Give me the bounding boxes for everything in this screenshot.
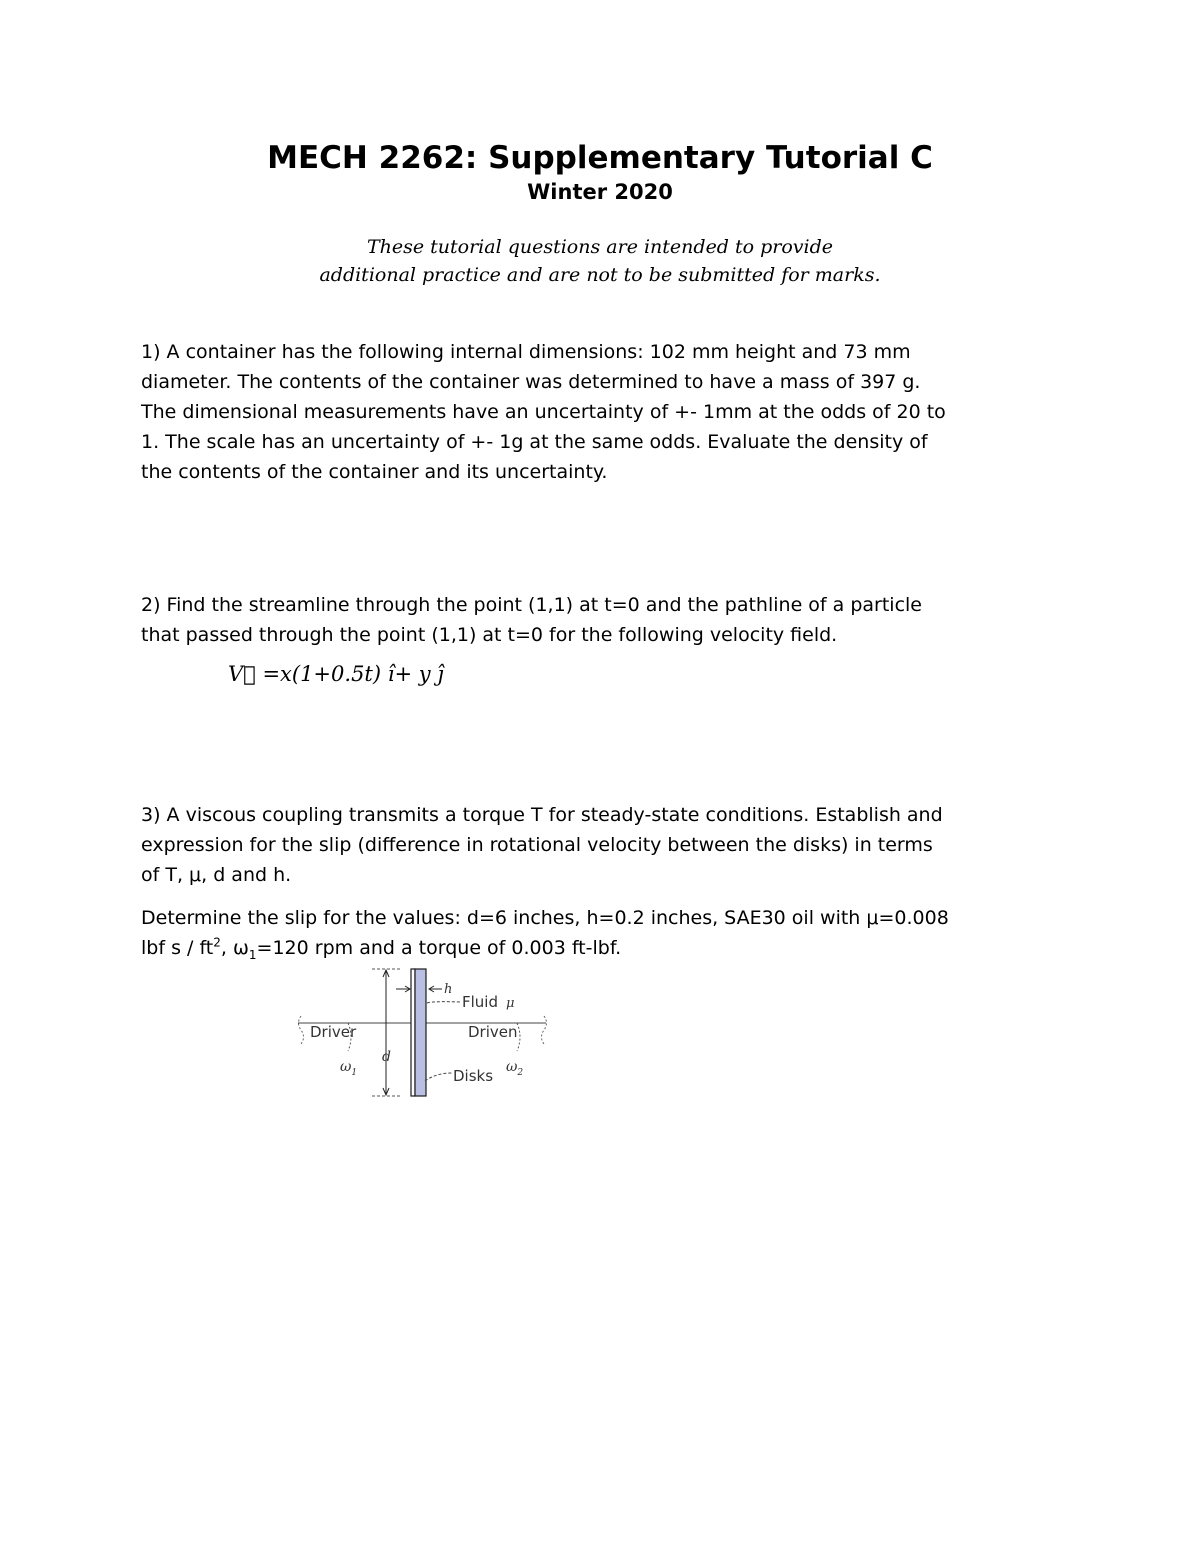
units-text: lbf s / ft: [141, 937, 214, 959]
omega2-subscript: 2: [517, 1068, 524, 1078]
question-3: [141, 800, 1071, 890]
driven-label: Driven: [468, 1023, 518, 1041]
driver-shaft-break: [299, 1016, 304, 1044]
question-1-line: 1. The scale has an uncertainty of +- 1g at the same odds. Evaluate the density of: [141, 431, 928, 453]
document-term: Winter 2020: [527, 180, 673, 204]
omega-subscript: 1: [248, 947, 257, 962]
tutorial-note: [0, 233, 1200, 289]
fluid-label: Fluid: [462, 993, 498, 1011]
omega1-subscript: 1: [351, 1068, 358, 1078]
omega2-label: [506, 1059, 523, 1078]
velocity-field-equation: V⃗ =x(1+0.5t) î+ y ĵ: [228, 662, 444, 686]
question-1-line: The dimensional measurements have an uncertainty of +- 1mm at the odds of 20 to: [141, 401, 946, 423]
question-1-line: 1) A container has the following internal dimensions: 102 mm height and 73 mm: [141, 341, 911, 363]
viscous-coupling-diagram: [284, 965, 554, 1100]
rpm-torque-text: =120 rpm and a torque of 0.003 ft-lbf.: [256, 937, 622, 959]
units-exponent: 2: [213, 935, 221, 950]
mu-label: μ: [506, 996, 515, 1011]
document-title: MECH 2262: Supplementary Tutorial C: [267, 140, 933, 176]
d-label: d: [382, 1049, 391, 1065]
question-3-line: 3) A viscous coupling transmits a torque T for steady-state conditions. Establish and: [141, 804, 943, 826]
question-1: [141, 337, 1071, 487]
question-2: [141, 590, 1071, 650]
driven-disk: [415, 969, 426, 1096]
question-3-line: expression for the slip (difference in rotational velocity between the disks) in terms: [141, 834, 933, 856]
omega1-label: [340, 1059, 357, 1078]
viscous-coupling-figure: [284, 965, 554, 1100]
question-1-line: the contents of the container and its uncertainty.: [141, 461, 608, 483]
omega1-symbol: ω: [340, 1059, 352, 1075]
driver-label: Driver: [310, 1023, 357, 1041]
h-label: h: [444, 982, 453, 997]
omega2-symbol: ω: [506, 1059, 518, 1075]
question-3-values: [141, 903, 1071, 963]
question-3-values-line: [141, 933, 1071, 963]
fluid-leader: [427, 1002, 460, 1003]
disks-leader: [425, 1073, 452, 1081]
tutorial-note-line: These tutorial questions are intended to provide: [366, 236, 834, 258]
driver-disk: [411, 969, 415, 1096]
disks-label: Disks: [453, 1067, 494, 1085]
tutorial-note-line: additional practice and are not to be submitted for marks.: [319, 264, 881, 286]
omega-text: , ω: [220, 937, 249, 959]
question-3-values-line: Determine the slip for the values: d=6 inches, h=0.2 inches, SAE30 oil with μ=0.008: [141, 907, 949, 929]
question-2-line: 2) Find the streamline through the point (1,1) at t=0 and the pathline of a particle: [141, 594, 922, 616]
question-1-line: diameter. The contents of the container was determined to have a mass of 397 g.: [141, 371, 921, 393]
question-3-line: of T, μ, d and h.: [141, 864, 292, 886]
driven-shaft-break: [542, 1016, 547, 1044]
question-2-line: that passed through the point (1,1) at t=0 for the following velocity field.: [141, 624, 838, 646]
